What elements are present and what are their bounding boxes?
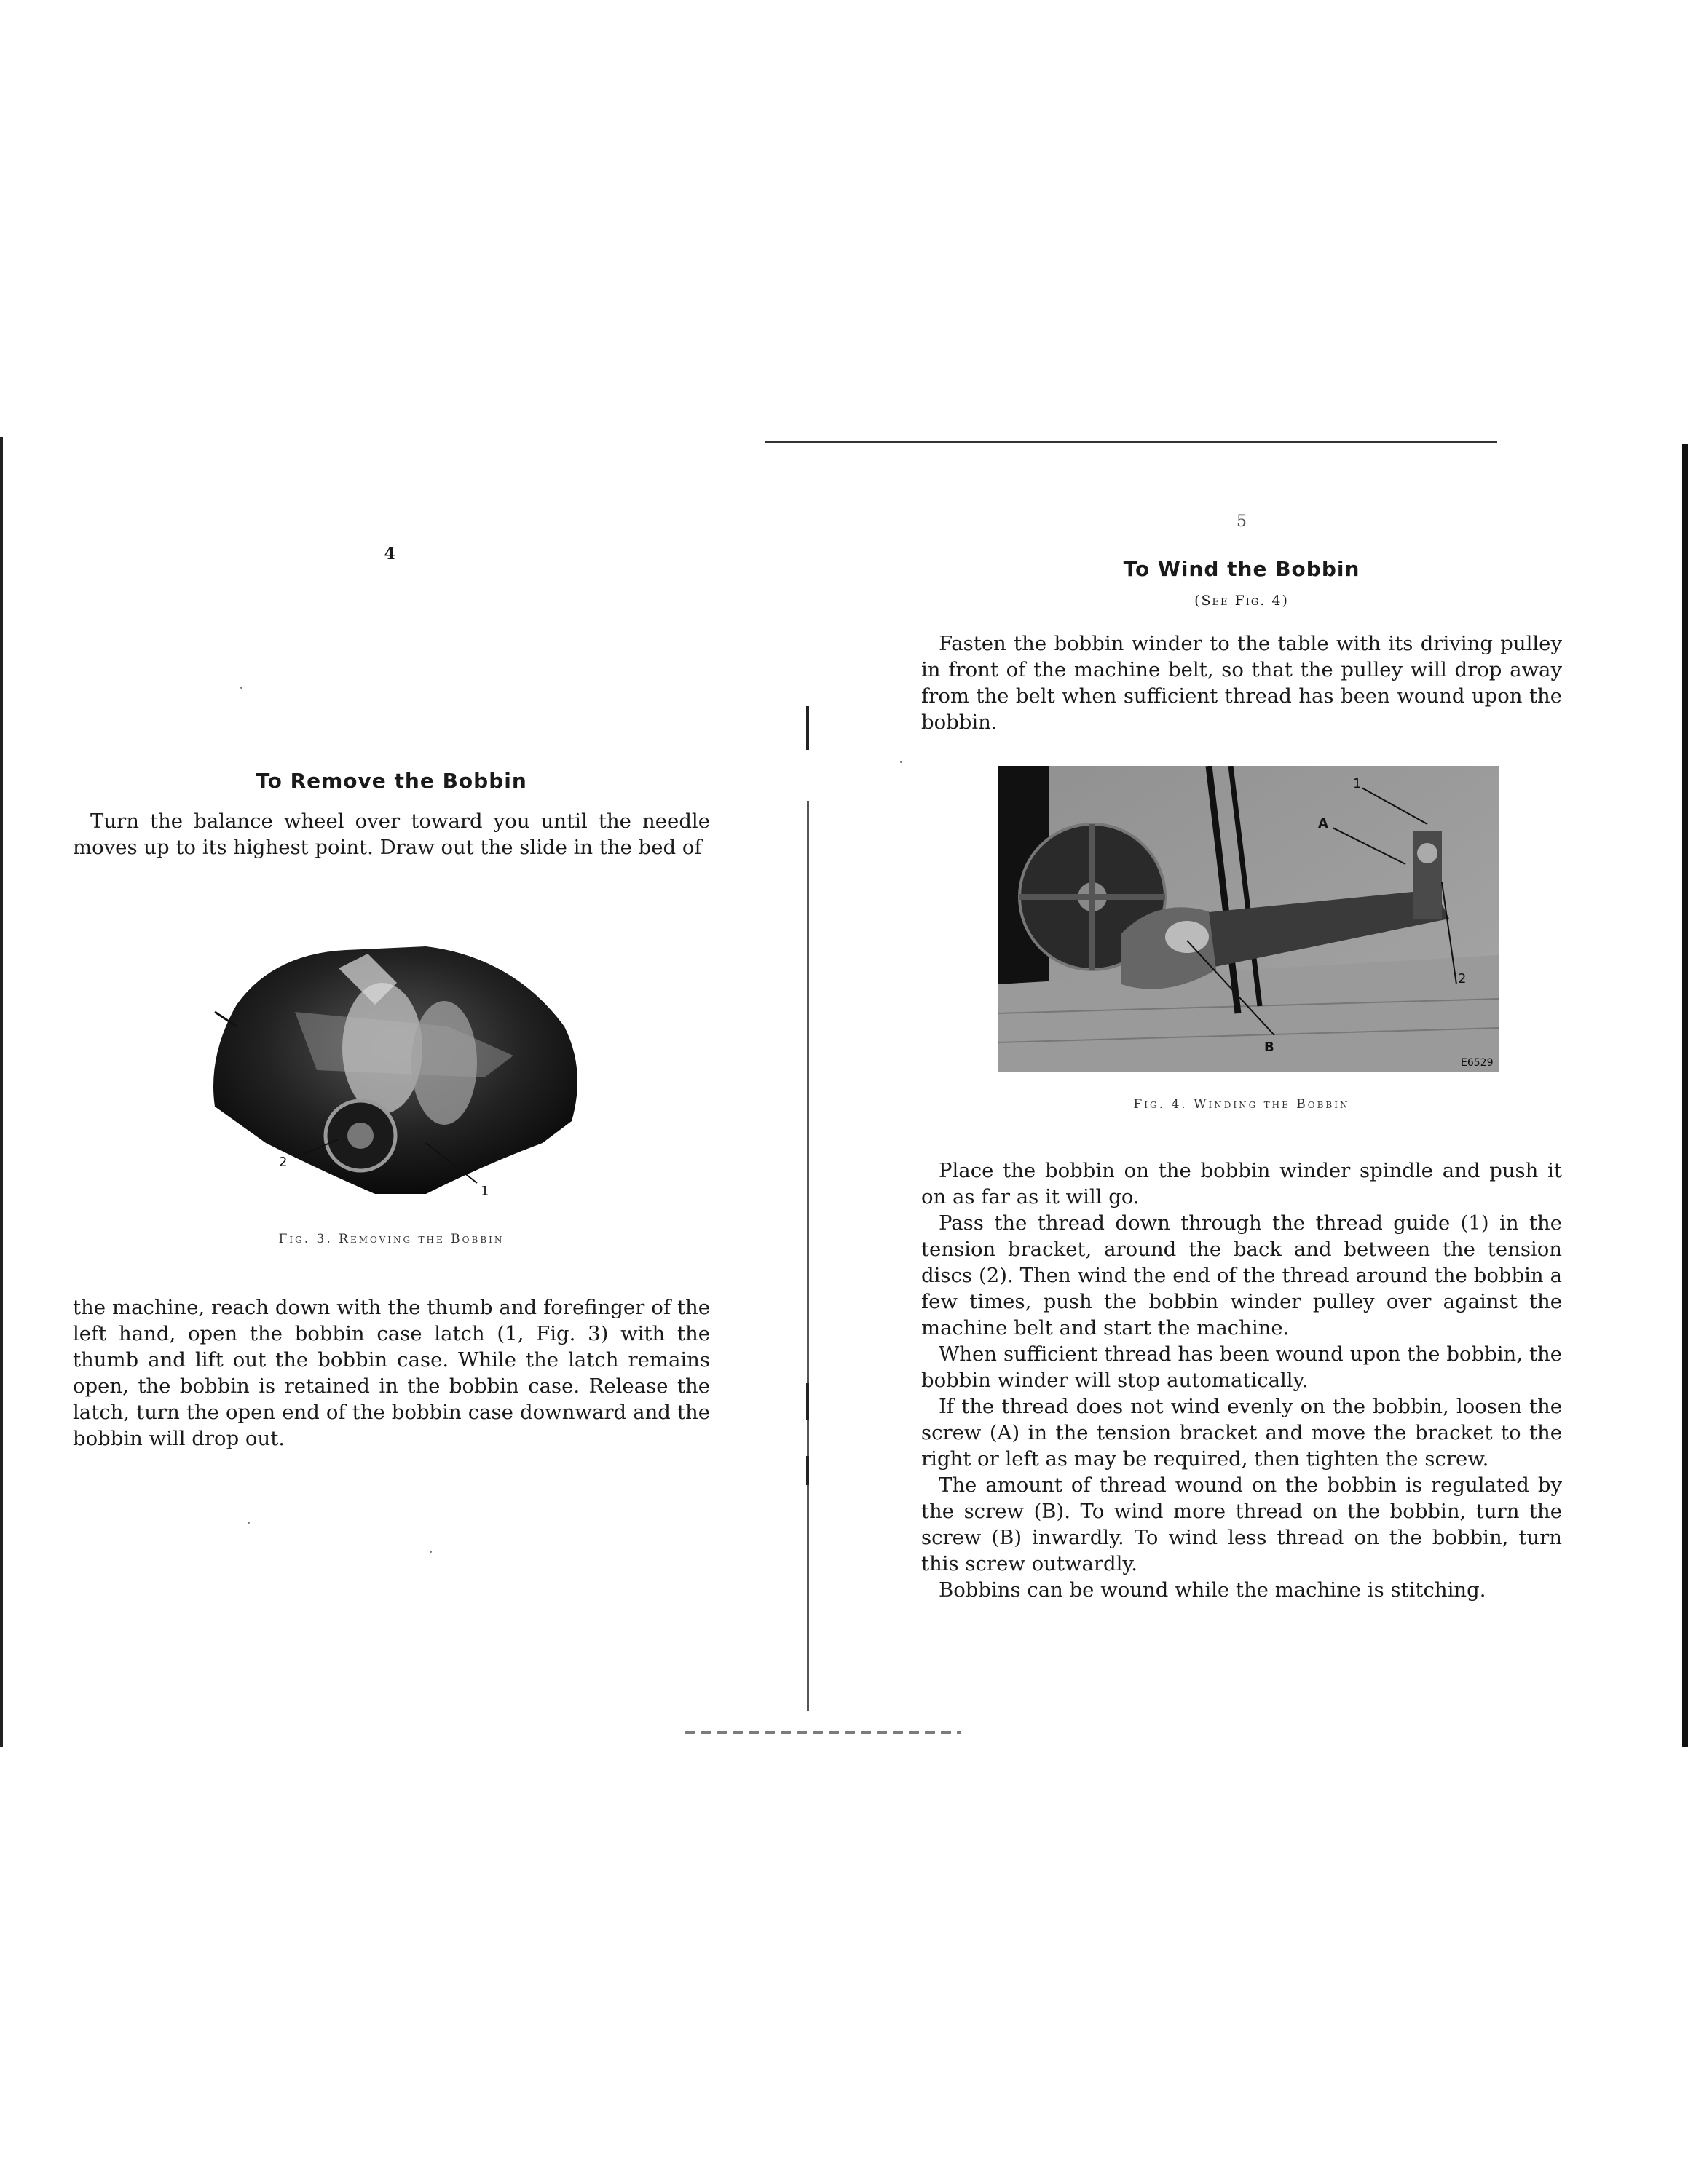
gutter-mark xyxy=(806,1456,809,1485)
fig4-label-B: B xyxy=(1264,1040,1274,1055)
section-heading: To Remove the Bobbin xyxy=(256,769,527,793)
instruction-paragraph: If the thread does not wind evenly on the bobbin, loosen the screw (A) in the tension bracket and move the bracket to the right or left as may be required, then tighten the screw. xyxy=(921,1395,1562,1471)
fig4-label-A: A xyxy=(1318,816,1328,831)
instruction-paragraph: Bobbins can be wound while the machine is stitching. xyxy=(939,1578,1486,1602)
figure-3-caption: Fig. 3. Removing the Bobbin xyxy=(278,1232,505,1246)
instruction-paragraph: When sufficient thread has been wound upon the bobbin, the bobbin winder will stop automatically. xyxy=(921,1342,1562,1392)
intro-paragraph: Turn the balance wheel over toward you until the needle moves up to its highest point. Draw out the slide in the bed of xyxy=(73,810,710,859)
scan-speck xyxy=(240,687,242,689)
fig3-label-2: 2 xyxy=(279,1155,288,1170)
figure-4-photo xyxy=(998,766,1499,1072)
page-number: 4 xyxy=(384,545,395,563)
scan-noise xyxy=(685,1731,961,1734)
instruction-paragraph: Pass the thread down through the thread guide (1) in the tension bracket, around the back and between the tension discs (2). Then wind the end of the thread around the bobbin a few times, push the bobbin winder pulley over against the machine belt and start the machine. xyxy=(921,1211,1562,1340)
fig4-label-1: 1 xyxy=(1353,776,1362,791)
scan-edge-right xyxy=(1682,444,1688,1747)
section-subheading: (See Fig. 4) xyxy=(1194,593,1289,609)
figure-4-caption: Fig. 4. Winding the Bobbin xyxy=(1133,1097,1350,1112)
gutter-rule xyxy=(807,801,809,1711)
instruction-paragraph: Place the bobbin on the bobbin winder spindle and push it on as far as it will go. xyxy=(921,1159,1562,1208)
section-heading: To Wind the Bobbin xyxy=(1123,557,1360,581)
figure-3-photo xyxy=(208,939,593,1201)
fig4-label-2: 2 xyxy=(1458,971,1467,986)
body-paragraph: the machine, reach down with the thumb and forefinger of the left hand, open the bobbin case latch (1, Fig. 3) with the thumb and lift out the bobbin case. While the latch remains open, the bobbin is retained in the bobbin case. Release the latch, turn the open end of the bobbin case downward and the bobbin will drop out. xyxy=(73,1296,710,1450)
scan-speck xyxy=(430,1551,432,1553)
intro-paragraph: Fasten the bobbin winder to the table with its driving pulley in front of the machine belt, so that the pulley will drop away from the belt when sufficient thread has been wound upon the bobbin. xyxy=(921,632,1562,734)
scan-edge-left xyxy=(0,437,3,1747)
gutter-mark xyxy=(806,1383,809,1420)
page-number: 5 xyxy=(1237,513,1247,531)
fig3-label-1: 1 xyxy=(481,1184,489,1199)
instruction-paragraph: The amount of thread wound on the bobbin is regulated by the screw (B). To wind more thread on the bobbin, turn the screw (B) inwardly. To wind less thread on the bobbin, turn this screw outwardly. xyxy=(921,1473,1562,1575)
page-top-rule xyxy=(765,441,1497,443)
scan-speck xyxy=(900,761,902,763)
fig4-plate-number: E6529 xyxy=(1461,1057,1494,1069)
instructions xyxy=(921,1158,1562,1603)
gutter-mark xyxy=(806,706,809,750)
scan-speck xyxy=(248,1522,250,1524)
